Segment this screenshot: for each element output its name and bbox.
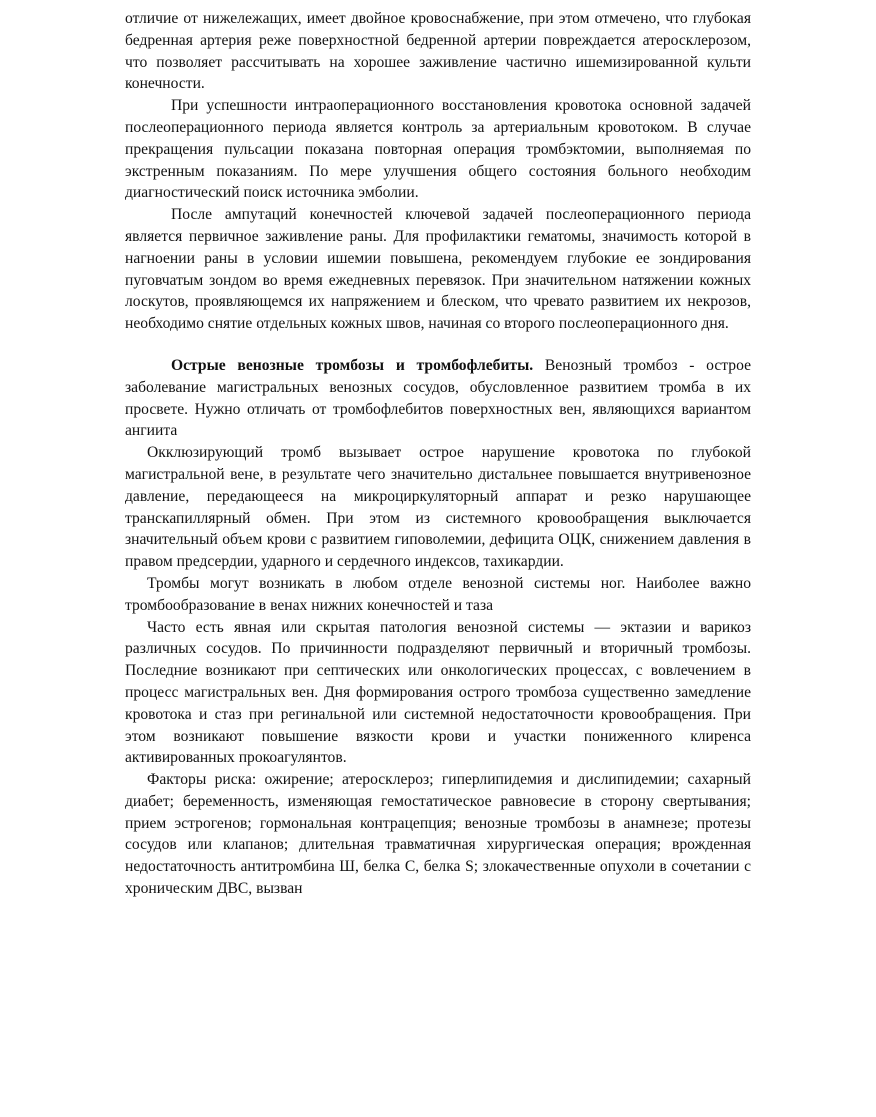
document-page: [125, 8, 751, 900]
paragraph-arterial-supply: отличие от нижележащих, имеет двойное кровоснабжение, при этом отмечено, что глубокая бедренная артерия реже поверхностной бедренной артерии повреждается атеросклерозом, что позволяет рассчитывать на хорошее заживление частично ишемизированной культи конечности.: [125, 10, 751, 93]
paragraph-postoperative-control: При успешности интраоперационного восстановления кровотока основной задачей послеоперационного периода является контроль за артериальным кровотоком. В случае прекращения пульсации показана повторная операция тромбэктомии, выполняемая по экстренным показаниям. По мере улучшения общего состояния больного необходим диагностический поиск источника эмболии.: [125, 97, 751, 202]
paragraph-risk-factors: Факторы риска: ожирение; атеросклероз; гиперлипидемия и дислипидемии; сахарный диабет; беременность, изменяющая гемостатическое равновесие в сторону свертывания; прием эстрогенов; гормональная контрацепция; венозные тромбозы в анамнезе; протезы сосудов или клапанов; длительная травматичная хирургическая операция; врожденная недостаточность антитромбина Ш, белка С, белка S; злокачественные опухоли в сочетании с хроническим ДВС, вызван: [125, 771, 751, 898]
paragraph-venous-thrombosis-intro: [125, 355, 751, 442]
paragraph-occlusive-thrombus: Окклюзирующий тромб вызывает острое нарушение кровотока по глубокой магистральной вене, в результате чего значительно дистальнее повышается внутривенозное давление, передающееся на микроциркуляторный аппарат и резко нарушающее транскапиллярный обмен. При этом из системного кровообращения выключается значительный объем крови с развитием гиповолемии, дефицита ОЦК, снижением давления в правом предсердии, ударного и сердечного индексов, тахикардии.: [125, 444, 751, 571]
section-spacer: [125, 335, 751, 355]
paragraph-amputation-healing: После ампутаций конечностей ключевой задачей послеоперационного периода является первичное заживление раны. Для профилактики гематомы, значимость которой в нагноении раны в условии ишемии повышена, рекомендуем глубокие ее зондирования пуговчатым зондом во время ежедневных перевязок. При значительном натяжении кожных лоскутов, проявляющемся их напряжением и блеском, что чревато развитием их некрозов, необходимо снятие отдельных кожных швов, начиная со второго послеоперационного дня.: [125, 206, 751, 333]
paragraph-venous-pathology: Часто есть явная или скрытая патология венозной системы — эктазии и варикоз различных сосудов. По причинности подразделяют первичный и вторичный тромбозы. Последние возникают при септических или онкологических процессах, с вовлечением в процесс магистральных вен. Дня формирования острого тромбоза существенно замедление кровотока и стаз при регинальной или системной недостаточности кровообращения. При этом возникают повышение вязкости крови и участки пониженного клиренса активированных прокоагулянтов.: [125, 618, 751, 767]
section-heading: Острые венозные тромбозы и тромбофлебиты.: [171, 356, 534, 374]
paragraph-thrombus-location: Тромбы могут возникать в любом отделе венозной системы ног. Наиболее важно тромбообразование в венах нижних конечностей и таза: [125, 574, 751, 614]
paragraph-text: Венозный тромбоз - острое заболевание магистральных венозных сосудов, обусловленное развитием тромба в их просвете. Нужно отличать от тромбофлебитов поверхностных вен, являющихся вариантом ангиита: [125, 356, 751, 440]
